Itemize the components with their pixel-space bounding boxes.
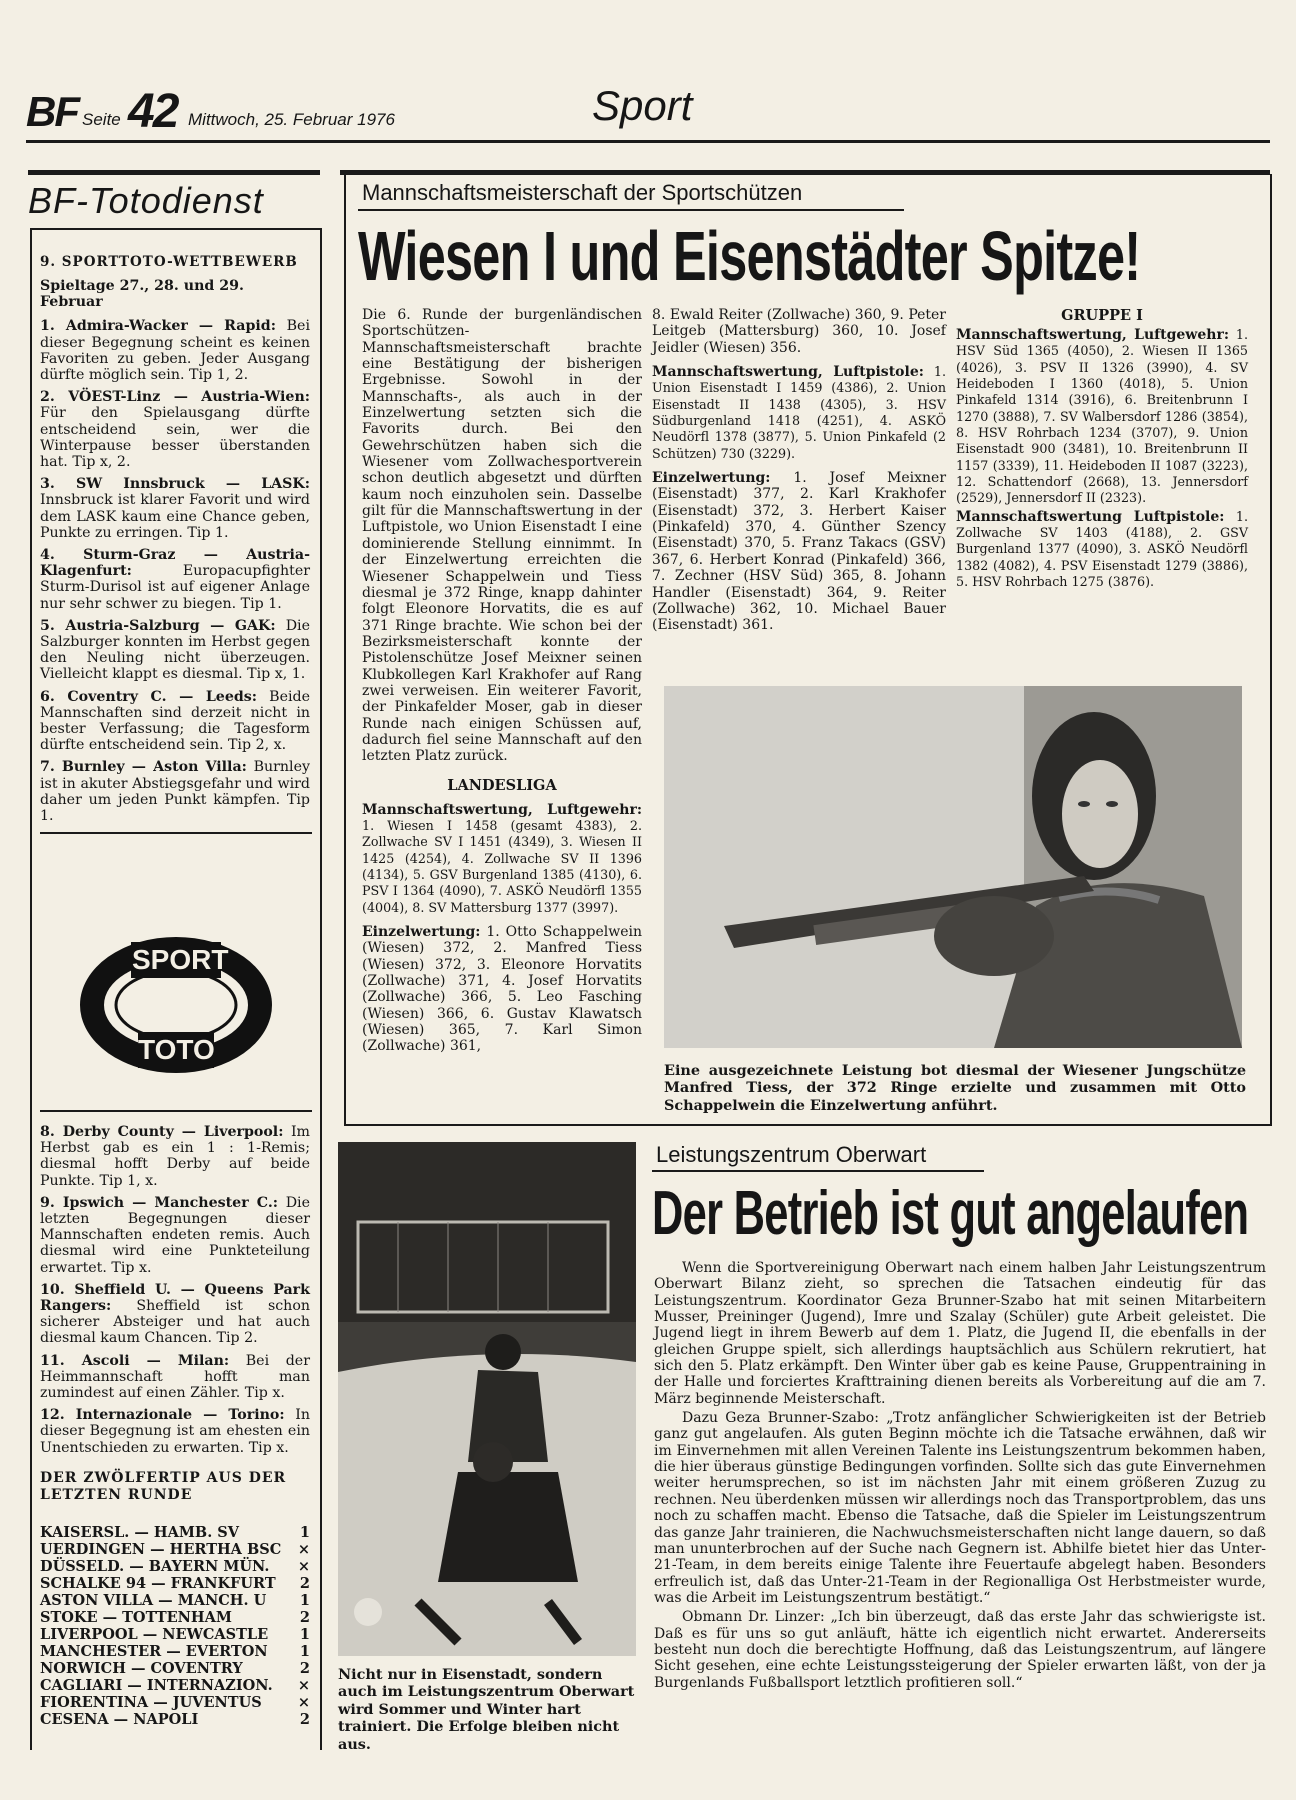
toto-divider (40, 832, 312, 834)
article1-intro: Die 6. Runde der burgenländischen Sportschützen-Mannschaftsmeisterschaft brachte eine Bestätigung der bisherigen Ergebnisse. Sowohl in der Mannschafts-, als auch in der Einzelwertung setzten sich die Favorits durch. Bei den Gewehrschützen haben sich die Wiesener vom Zollwachesportverein schon deutlich abgesetzt und dürften kaum noch einzuholen sein. Dasselbe gilt für die Mannschaftswertung in der Luftpistole, wo Union Eisenstadt I eine dominierende Stellung einnimmt. In der Einzelwertung erreichten die Wiesener Schappelwein und Tiess diesmal je 372 Ringe, knapp dahinter folgt Eleonore Horvatits, die es auf 371 Ringe brachte. Wie schon bei der Bezirksmeisterschaft konnte der Pistolenschütze Josef Meixner seinen Klubkollegen Karl Krakhofer auf Rang zwei verweisen. Ein weiterer Favorit, der Pinkafelder Moser, gab in dieser Runde nach einigen Schüssen auf, dadurch fiel seine Mannschaft auf den letzten Platz zurück. (362, 307, 642, 765)
toto-result-tip: 1 (299, 1591, 310, 1609)
landesliga-mw-luftpistole: Mannschaftswertung, Luftpistole: 1. Union Eisenstadt I 1459 (4386), 2. Union Eisenstadt II 1438 (4305), 3. HSV Südburgenland 1418 (4251), 4. ASKÖ Neudörfl 1378 (3877), 5. Union Pinkafeld (2 Schützen) 730 (3229). (652, 364, 946, 461)
toto-match-teams: 5. Austria-Salzburg — GAK: (40, 617, 276, 634)
toto-result-tip: × (297, 1540, 310, 1558)
toto-title: BF-Totodienst (28, 180, 264, 221)
toto-result-tip: 2 (299, 1608, 310, 1626)
toto-matches-top (40, 318, 310, 824)
section-title: Sport (592, 82, 693, 129)
toto-result-row (40, 1643, 310, 1660)
toto-match (40, 318, 310, 383)
article1-col3 (956, 307, 1248, 591)
toto-match-teams: 1. Admira-Wacker — Rapid: (40, 318, 276, 335)
toto-match-teams: 12. Internazionale — Torino: (40, 1407, 285, 1424)
article2-paragraph-1: Wenn die Sportvereinigung Oberwart nach einem halben Jahr Leistungszentrum Oberwart Bilanz zieht, so sprechen die Tatsachen eindeutig für das Leistungszentrum. Koordinator Geza Brunner-Szabo hat mit seinen Mitarbeitern Musser, Preininger (Jugend), Imre und Szalay (Schüler) gute Arbeit geleistet. Die Jugend liegt in ihrem Bewerb auf dem 1. Platz, die Jugend II, die ebenfalls in der gleichen Gruppe spielt, sich allerdings hauptsächlich aus Schülern rekrutiert, hat sich den 5. Platz erkämpft. Den Winter über gab es keine Pause, Gruppentraining in der Halle und forciertes Krafttraining dienen bereits als Vorbereitung auf die am 7. März beginnende Meisterschaft. (654, 1260, 1266, 1407)
landesliga-ew-luftgewehr: Einzelwertung: 1. Otto Schappelwein (Wiesen) 372, 2. Manfred Tiess (Wiesen) 372, 3. Eleonore Horvatits (Zollwache) 371, 4. Josef Horvatits (Zollwache) 366, 5. Leo Fasching (Wiesen) 366, 6. Gustav Klawatsch (Wiesen) 365, 7. Karl Simon (Zollwache) 361, (362, 924, 642, 1055)
article2-kicker: Leistungszentrum Oberwart (656, 1142, 927, 1167)
toto-result-row (40, 1660, 310, 1677)
toto-match (40, 476, 310, 541)
toto-result-game: SCHALKE 94 — FRANKFURT (40, 1574, 276, 1592)
toto-top-rule (28, 170, 320, 175)
toto-match-text: Europacupfighter Sturm-Durisol ist auf eigener Anlage nur sehr schwer zu biegen. Tip 1. (40, 563, 310, 612)
toto-results-list (40, 1524, 310, 1728)
toto-result-game: UERDINGEN — HERTHA BSC (40, 1540, 282, 1558)
toto-result-game: CESENA — NAPOLI (40, 1710, 199, 1728)
training-photo-icon (338, 1142, 636, 1656)
gruppe-luftpistole: Mannschaftswertung Luftpistole: 1. Zollwache SV 1403 (4188), 2. GSV Burgenland 1377 (4090), 3. ASKÖ Neudörfl 1382 (4082), 4. PSV Eisenstadt 1279 (3886), 5. HSV Rohrbach 1275 (3876). (956, 508, 1248, 590)
toto-result-tip: 2 (299, 1659, 310, 1677)
toto-match-text: Für den Spielausgang dürfte entscheidend sein, wer die Winterpause besser überstanden hat. Tip x, 2. (40, 405, 310, 471)
toto-result-game: CAGLIARI — INTERNAZION. (40, 1676, 273, 1694)
toto-match-text: Die Salzburger konnten im Herbst gegen den Neuling nicht überzeugen. Vielleicht klappt es diesmal. Tip x, 1. (40, 617, 310, 683)
article2-headline: Der Betrieb ist gut angelaufen (652, 1179, 1249, 1248)
toto-match (40, 389, 310, 470)
toto-result-tip: 2 (299, 1710, 310, 1728)
article2-paragraph-2: Dazu Geza Brunner-Szabo: „Trotz anfänglicher Schwierigkeiten ist der Betrieb ganz gut angelaufen. Als guten Beginn möchte ich die Tatsache erwähnen, daß wir im Einvernehmen mit allen Vereinen Talente ins Leistungszentrum bekommen haben, die hier überaus günstige Bedingungen vorfinden. Sollte sich das gute Einvernehmen weiter herumsprechen, so ist im nächsten Jahr mit einem größeren Zuzug zu rechnen. Neu überdenken müssen wir allerdings noch das Transportproblem, das uns noch zu schaffen macht. Ebenso die Tatsache, daß die Spieler im Leistungszentrum das ganze Jahr trainieren, die Nachwuchsmeisterschaften nicht lange dauern, so daß man ununterbrochen auf der Suche nach Gegnern ist. Abhilfe bietet hier das Unter-21-Team, in dem bereits einige Talente ihre Feuertaufe abgelegt haben. Besonders erfreulich ist, daß das Unter-21-Team in der Regionalliga Ost Herbstmeister wurde, was die Arbeit im Leistungszentrum bestätigt.“ (654, 1410, 1266, 1606)
training-photo (338, 1142, 636, 1656)
article1-kicker-rule (358, 209, 904, 211)
toto-match (40, 1195, 310, 1276)
toto-match-text: Sheffield ist schon sicherer Absteiger und hat auch diesmal kaum Chancen. Tip 2. (40, 1298, 310, 1347)
toto-match-teams: 7. Burnley — Aston Villa: (40, 759, 247, 776)
toto-result-row (40, 1524, 310, 1541)
newspaper-logo: BF (26, 88, 78, 135)
toto-result-game: KAISERSL. — HAMB. SV (40, 1523, 240, 1541)
shooter-photo-icon (664, 686, 1242, 1048)
toto-result-row (40, 1626, 310, 1643)
issue-date: Mittwoch, 25. Februar 1976 (188, 110, 395, 129)
toto-match-teams: 10. Sheffield U. — Queens Park Rangers: (40, 1281, 310, 1315)
toto-result-row (40, 1677, 310, 1694)
toto-matches-bottom (40, 1124, 310, 1456)
toto-match-teams: 2. VÖEST-Linz — Austria-Wien: (40, 389, 310, 406)
gruppe-luftgewehr: Mannschaftswertung, Luftgewehr: 1. HSV Süd 1365 (4050), 2. Wiesen II 1365 (4026), 3. PSV II 1326 (3990), 4. SV Heideboden I 1360 (4018), 5. Union Pinkafeld 1314 (3916), 6. Breitenbrunn I 1270 (3888), 7. SV Walbersdorf 1286 (3854), 8. HSV Rohrbach 1234 (3707), 9. Union Eisenstadt 900 (3481), 10. Breitenbrunn II 1157 (3339), 11. Heideboden II 1087 (3223), 12. Schattendorf (2668), 13. Jennersdorf (2529), Jennersdorf II (2323). (956, 327, 1248, 506)
toto-match-teams: 3. SW Innsbruck — LASK: (40, 476, 310, 493)
article1-kicker: Mannschaftsmeisterschaft der Sportschützen (362, 180, 803, 205)
toto-result-tip: 1 (299, 1642, 310, 1660)
toto-match (40, 1353, 310, 1402)
sport-toto-logo-top: SPORT (132, 944, 229, 975)
toto-result-game: LIVERPOOL — NEWCASTLE (40, 1625, 269, 1643)
sport-toto-logo (76, 930, 276, 1080)
toto-result-game: ASTON VILLA — MANCH. U (40, 1591, 267, 1609)
article1-col1 (362, 307, 642, 1055)
toto-box (30, 228, 322, 1750)
toto-match-text: Die letzten Begegnungen dieser Mannschaften endeten remis. Auch diesmal wird eine Punkteteilung erwartet. Tip x. (40, 1194, 310, 1276)
article1-headline: Wiesen I und Eisenstädter Spitze! (358, 217, 1141, 295)
toto-result-row (40, 1694, 310, 1711)
toto-result-row (40, 1575, 310, 1592)
toto-match (40, 1124, 310, 1189)
toto-match-text: Bei dieser Begegnung scheint es keinen Favoriten zu geben. Jeder Ausgang dürfte möglich sein. Tip 1, 2. (40, 318, 310, 384)
toto-result-game: STOKE — TOTTENHAM (40, 1608, 232, 1626)
toto-result-row (40, 1711, 310, 1728)
sport-toto-logo-bottom: TOTO (138, 1034, 215, 1065)
toto-result-tip: × (297, 1693, 310, 1711)
training-caption: Nicht nur in Eisenstadt, sondern auch im Leistungszentrum Oberwart wird Sommer und Winter hart trainiert. Die Erfolge bleiben nicht aus. (338, 1666, 635, 1753)
landesliga-ew-luftpistole: Einzelwertung: 1. Josef Meixner (Eisenstadt) 377, 2. Karl Krakhofer (Eisenstadt) 372, 3. Herbert Kaiser (Pinkafeld) 370, 4. Günther Szency (Eisenstadt) 370, 5. Franz Takacs (GSV) 367, 6. Herbert Konrad (Pinkafeld) 366, 7. Zechner (HSV Süd) 365, 8. Johann Handler (Eisenstadt) 364, 9. Reiter (Zollwache) 362, 10. Michael Bauer (Eisenstadt) 361. (652, 470, 947, 634)
toto-match-teams: 4. Sturm-Graz — Austria-Klagenfurt: (40, 547, 310, 580)
page-label: Seite (82, 110, 121, 129)
toto-match-text: Innsbruck ist klarer Favorit und wird dem LASK kaum eine Chance geben, Punkte zu erringen. Tip 1. (40, 492, 310, 541)
toto-match-text: In dieser Begegnung ist am ehesten ein Unentschieden zu erwarten. Tip x. (40, 1407, 310, 1456)
landesliga-mw-luftgewehr: Mannschaftswertung, Luftgewehr: 1. Wiesen I 1458 (gesamt 4383), 2. Zollwache SV I 1451 (4349), 3. Wiesen II 1425 (4254), 4. Zollwache SV II 1396 (4134), 5. GSV Burgenland 1385 (4130), 6. PSV I 1364 (4090), 7. ASKÖ Neudörfl 1355 (4004), 8. SV Mattersburg 1377 (3997). (362, 801, 642, 915)
toto-match-teams: 8. Derby County — Liverpool: (40, 1124, 284, 1140)
page-number: 42 (128, 85, 178, 138)
toto-match (40, 689, 310, 754)
landesliga-ew-cont: 8. Ewald Reiter (Zollwache) 360, 9. Peter Leitgeb (Mattersburg) 360, 10. Josef Jeidler (Wiesen) 356. (652, 307, 946, 356)
toto-match-teams: 11. Ascoli — Milan: (40, 1352, 230, 1369)
landesliga-heading: LANDESLIGA (447, 776, 557, 794)
toto-days: Spieltage 27., 28. und 29. Februar (40, 278, 244, 311)
shooter-caption: Eine ausgezeichnete Leistung bot diesmal der Wiesener Jungschütze Manfred Tiess, der 372 Ringe erzielte und zusammen mit Otto Schappelwein die Einzelwertung anführt. (664, 1062, 1246, 1114)
article2-kicker-rule (652, 1170, 984, 1172)
toto-result-row (40, 1558, 310, 1575)
toto-result-tip: × (297, 1676, 310, 1694)
toto-match (40, 618, 310, 683)
toto-result-row (40, 1609, 310, 1626)
toto-contest: 9. SPORTTOTO-WETTBEWERB (40, 254, 298, 270)
toto-result-game: MANCHESTER — EVERTON (40, 1642, 268, 1660)
toto-results-title: DER ZWÖLFERTIP AUS DER LETZTEN RUNDE (40, 1469, 287, 1503)
toto-match-text: Im Herbst gab es ein 1 : 1-Remis; diesmal hofft Derby auf beide Punkte. Tip 1, x. (40, 1124, 310, 1189)
toto-match (40, 547, 310, 612)
shooter-photo (664, 686, 1242, 1048)
toto-match-text: Beide Mannschaften sind derzeit nicht in bester Verfassung; die Tagesform dürfte entscheidend sein. Tip 2, x. (40, 688, 310, 754)
toto-match (40, 1282, 310, 1347)
toto-result-tip: 2 (299, 1574, 310, 1592)
toto-match-teams: 9. Ipswich — Manchester C.: (40, 1194, 278, 1211)
toto-match-text: Burnley ist in akuter Abstiegsgefahr und wird daher um jeden Punkt kämpfen. Tip 1. (40, 759, 310, 825)
toto-result-tip: × (297, 1557, 310, 1575)
toto-match (40, 759, 310, 824)
masthead-rule (26, 140, 1270, 143)
article1-col2 (652, 307, 946, 634)
toto-result-game: DÜSSELD. — BAYERN MÜN. (40, 1557, 270, 1575)
toto-result-game: FIORENTINA — JUVENTUS (40, 1693, 262, 1711)
gruppe-heading: GRUPPE I (1061, 307, 1143, 324)
toto-match-text: Bei der Heimmannschaft hofft man zumindest auf einen Zähler. Tip x. (40, 1352, 310, 1402)
article2-paragraph-3: Obmann Dr. Linzer: „Ich bin überzeugt, daß das erste Jahr das schwierigste ist. Daß es für uns so gut anläuft, hätte ich eigentlich nicht erwartet. Andererseits besteht nun doch die berechtigte Hoffnung, daß das Leistungszentrum, auf längere Sicht gesehen, eine echte Leistungssteigerung der Spieler erwarten läßt, von der ja Burgenlands Fußballsport letztlich profitieren soll.“ (654, 1609, 1266, 1691)
toto-result-tip: 1 (299, 1523, 310, 1541)
toto-result-game: NORWICH — COVENTRY (40, 1659, 243, 1677)
article2-body (654, 1260, 1266, 1691)
toto-divider-2 (40, 1110, 312, 1112)
toto-result-tip: 1 (299, 1625, 310, 1643)
toto-result-row (40, 1541, 310, 1558)
toto-result-row (40, 1592, 310, 1609)
toto-match-teams: 6. Coventry C. — Leeds: (40, 688, 258, 705)
toto-match (40, 1407, 310, 1456)
